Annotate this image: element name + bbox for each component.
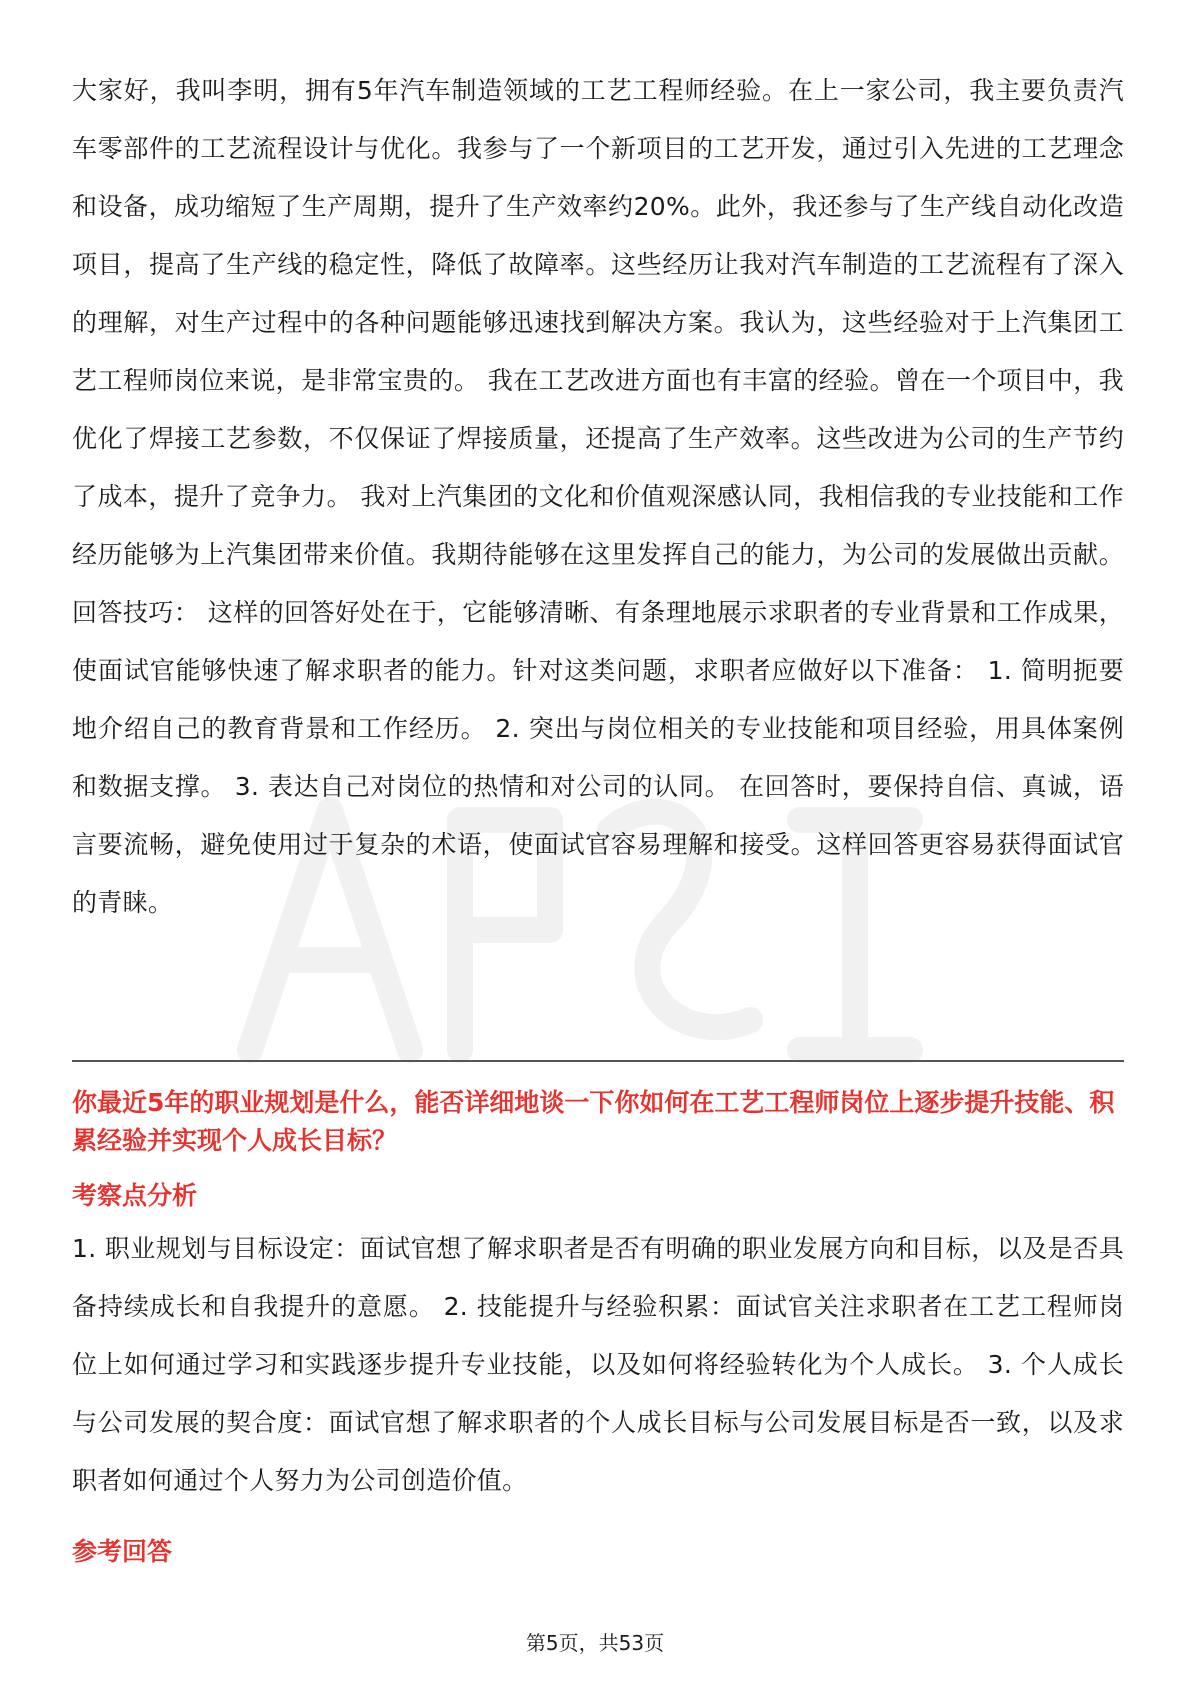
answer-heading: 参考回答 [72, 1537, 173, 1566]
page-content [72, 62, 1124, 1572]
page-number: 第5页，共53页 [525, 1631, 665, 1655]
analysis-heading: 考察点分析 [72, 1181, 198, 1210]
section-divider [72, 1060, 1124, 1062]
question-heading: 你最近5年的职业规划是什么，能否详细地谈一下你如何在工艺工程师岗位上逐步提升技能、积累经验并实现个人成长目标？ [72, 1088, 1115, 1155]
analysis-paragraph: 1. 职业规划与目标设定：面试官想了解求职者是否有明确的职业发展方向和目标，以及是否具备持续成长和自我提升的意愿。 2. 技能提升与经验积累：面试官关注求职者在工艺工程师岗位上如何通过学习和实践逐步提升专业技能，以及如何将经验转化为个人成长。 3. 个人成长与公司发展的契合度：面试官想了解求职者的个人成长目标与公司发展目标是否一致，以及求职者如何通过个人努力为公司创造价值。 [72, 1234, 1124, 1495]
intro-paragraph: 大家好，我叫李明，拥有5年汽车制造领域的工艺工程师经验。在上一家公司，我主要负责汽车零部件的工艺流程设计与优化。我参与了一个新项目的工艺开发，通过引入先进的工艺理念和设备，成功缩短了生产周期，提升了生产效率约20%。此外，我还参与了生产线自动化改造项目，提高了生产线的稳定性，降低了故障率。这些经历让我对汽车制造的工艺流程有了深入的理解，对生产过程中的各种问题能够迅速找到解决方案。我认为，这些经验对于上汽集团工艺工程师岗位来说，是非常宝贵的。 我在工艺改进方面也有丰富的经验。曾在一个项目中，我优化了焊接工艺参数，不仅保证了焊接质量，还提高了生产效率。这些改进为公司的生产节约了成本，提升了竞争力。 我对上汽集团的文化和价值观深感认同，我相信我的专业技能和工作经历能够为上汽集团带来价值。我期待能够在这里发挥自己的能力，为公司的发展做出贡献。 回答技巧： 这样的回答好处在于，它能够清晰、有条理地展示求职者的专业背景和工作成果，使面试官能够快速了解求职者的能力。针对这类问题，求职者应做好以下准备： 1. 简明扼要地介绍自己的教育背景和工作经历。 2. 突出与岗位相关的专业技能和项目经验，用具体案例和数据支撑。 3. 表达自己对岗位的热情和对公司的认同。 在回答时，要保持自信、真诚，语言要流畅，避免使用过于复杂的术语，使面试官容易理解和接受。这样回答更容易获得面试官的青睐。 [72, 76, 1124, 917]
